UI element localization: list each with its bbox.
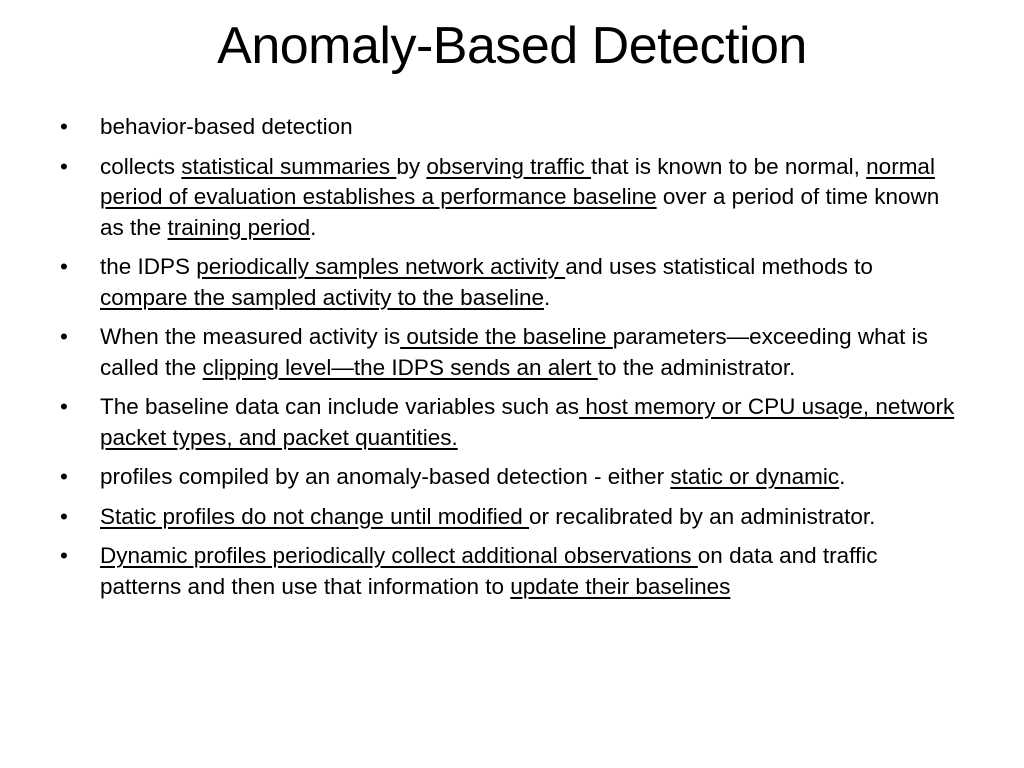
bullet-text [100,504,875,529]
bullet-item [60,112,960,143]
bullet-dot-icon: • [60,543,68,568]
slide-title: Anomaly-Based Detection [217,17,807,75]
text-segment: The baseline data can include variables such as [100,394,580,419]
underlined-text-segment: Static profiles do not change until modified [100,503,530,529]
text-segment: profiles compiled by an anomaly-based detection - either [100,464,671,489]
underlined-text-segment: static or dynamic [670,464,840,489]
underlined-text-segment: clipping level—the IDPS sends an alert [202,354,598,380]
bullet-dot-icon: • [60,503,68,529]
bullet-text [100,154,939,240]
bullet-text [100,114,353,139]
text-segment: . [544,284,551,310]
underlined-text-segment: periodically samples network activity [196,254,566,279]
text-segment: over a period of time known as the [100,184,940,240]
bullet-dot-icon: • [60,254,68,279]
text-segment: on data and traffic patterns and then use that information to [100,543,878,599]
bullet-dot-icon: • [60,464,68,489]
underlined-text-segment: Dynamic profiles periodically collect additional observations [100,543,698,568]
underlined-text-segment: host memory or CPU usage, network packet types, and packet quantities. [100,394,955,450]
underlined-text-segment: observing traffic [426,153,592,179]
text-segment: and uses statistical methods to [565,254,873,279]
underlined-text-segment: outside the baseline [400,324,613,349]
bullet-dot-icon: • [60,153,68,179]
text-segment: . [839,464,846,489]
bullet-dot-icon: • [60,394,68,419]
bullet-text [100,254,873,310]
bullet-text [100,394,954,450]
text-segment: that is known to be normal, [591,153,867,179]
bullet-item [60,462,960,493]
bullet-dot-icon: • [60,324,68,349]
bullet-item [60,541,960,602]
text-segment: behavior-based detection [100,114,353,139]
bullet-text [100,464,845,489]
text-segment: the IDPS [100,254,197,279]
underlined-text-segment: statistical summaries [181,153,397,179]
bullet-text [100,543,878,599]
text-segment: collects [100,153,182,179]
bullet-text [100,324,928,380]
bullet-item [60,322,960,383]
text-segment: parameters—exceeding what is called the [100,324,928,380]
bullet-dot-icon: • [60,114,68,139]
text-segment: . [310,214,317,240]
bullet-item [60,252,960,313]
text-segment: by [396,153,427,179]
text-segment: When the measured activity is [100,324,401,349]
underlined-text-segment: training period [167,214,311,240]
bullet-list [60,112,960,611]
underlined-text-segment: update their baselines [510,573,731,599]
text-segment: or recalibrated by an administrator. [529,503,876,529]
bullet-item [60,152,960,244]
bullet-item [60,502,960,533]
underlined-text-segment: compare the sampled activity to the baseline [100,284,544,310]
underlined-text-segment: normal period of evaluation establishes a performance baseline [100,153,935,209]
text-segment: to the administrator. [597,354,796,380]
bullet-item [60,392,960,453]
